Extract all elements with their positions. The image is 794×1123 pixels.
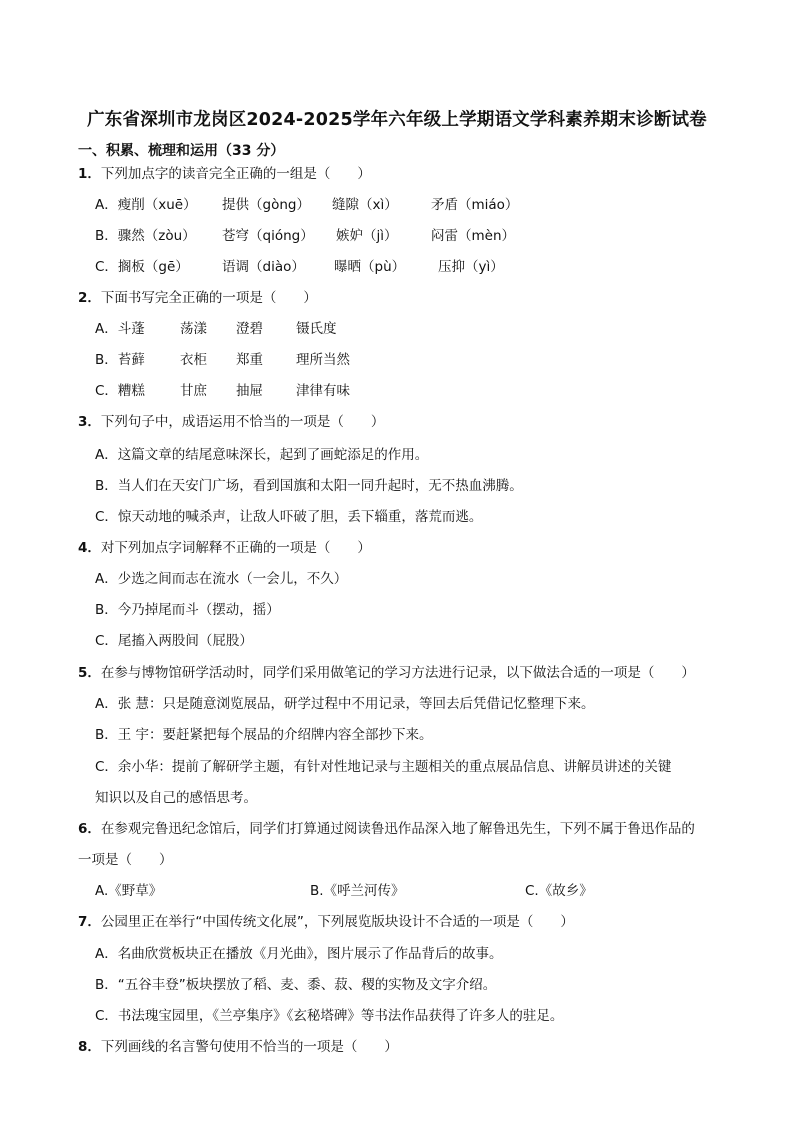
question-6 (78, 820, 695, 838)
option-item: 缝隙（xì） (332, 197, 398, 213)
option-b: B．“五谷丰登”板块摆放了稻、麦、黍、菽、稷的实物及文字介绍。 (95, 977, 497, 993)
question-stem: 公园里正在举行“中国传统文化展”，下列展览版块设计不合适的一项是（ ） (100, 914, 574, 930)
option-item: B．骤然（zòu） (95, 228, 196, 244)
option-item: 矛盾（miáo） (431, 197, 519, 213)
option-item: B.《呼兰河传》 (310, 883, 405, 899)
question-number: 6． (78, 821, 101, 837)
option-c: C．尾搐入两股间（屁股） (95, 633, 253, 649)
question-stem: 在参与博物馆研学活动时，同学们采用做笔记的学习方法进行记录，以下做法合适的一项是（ ） (100, 665, 695, 681)
option-item: 闷雷（mèn） (431, 228, 516, 244)
question-number: 1． (78, 166, 101, 182)
option-item: 提供（gòng） (222, 197, 310, 213)
question-number: 4． (78, 540, 101, 556)
option-b: B．当人们在天安门广场，看到国旗和太阳一同升起时，无不热血沸腾。 (95, 478, 523, 494)
question-stem: 在参观完鲁迅纪念馆后，同学们打算通过阅读鲁迅作品深入地了解鲁迅先生，下列不属于鲁迅作品的 (100, 821, 695, 837)
option-c-continued: 知识以及自己的感悟思考。 (95, 790, 257, 806)
option-item: 压抑（yì） (438, 259, 504, 275)
option-item: 镊氏度 (296, 321, 337, 337)
option-item: A．斗蓬 (95, 321, 145, 337)
option-a: A．张 慧：只是随意浏览展品，研学过程中不用记录，等回去后凭借记忆整理下来。 (95, 696, 595, 712)
question-2 (78, 289, 317, 307)
question-stem-continued: 一项是（ ） (78, 852, 173, 868)
option-item: A．瘦削（xuē） (95, 197, 197, 213)
question-8 (78, 1038, 398, 1056)
option-b: B．今乃掉尾而斗（摆动，摇） (95, 602, 280, 618)
question-4 (78, 539, 371, 557)
question-stem: 下列句子中，成语运用不恰当的一项是（ ） (100, 414, 385, 430)
question-3 (78, 413, 384, 431)
option-c: C．惊天动地的喊杀声，让敌人吓破了胆，丢下辎重，落荒而逃。 (95, 509, 483, 525)
option-item: C．搁板（gē） (95, 259, 189, 275)
question-7 (78, 913, 574, 931)
option-item: 甘庶 (180, 383, 207, 399)
option-item: 苍穹（qióng） (222, 228, 314, 244)
section-heading: 一、积累、梳理和运用（33 分） (78, 143, 285, 159)
option-c: C．书法瑰宝园里，《兰亭集序》《玄秘塔碑》等书法作品获得了许多人的驻足。 (95, 1008, 564, 1024)
option-item: 郑重 (236, 352, 263, 368)
question-number: 8． (78, 1039, 101, 1055)
question-1 (78, 165, 371, 183)
option-item: C.《故乡》 (525, 883, 593, 899)
option-item: 理所当然 (296, 352, 350, 368)
option-item: 衣柜 (180, 352, 207, 368)
question-5 (78, 664, 695, 682)
question-stem: 下面书写完全正确的一项是（ ） (100, 290, 317, 306)
question-stem: 对下列加点字词解释不正确的一项是（ ） (100, 540, 371, 556)
option-item: 语调（diào） (222, 259, 305, 275)
option-item: A.《野草》 (95, 883, 163, 899)
option-item: 澄碧 (236, 321, 263, 337)
option-a: A．少选之间而志在流水（一会儿，不久） (95, 571, 348, 587)
page-title: 广东省深圳市龙岗区2024-2025学年六年级上学期语文学科素养期末诊断试卷 (87, 110, 707, 130)
option-a: A．名曲欣赏板块正在播放《月光曲》，图片展示了作品背后的故事。 (95, 946, 503, 962)
question-number: 7． (78, 914, 101, 930)
option-item: 曝晒（pù） (334, 259, 406, 275)
option-item: 抽屉 (236, 383, 263, 399)
option-item: 嫉妒（jì） (336, 228, 398, 244)
question-number: 3． (78, 414, 101, 430)
question-number: 2． (78, 290, 101, 306)
option-item: B．苔藓 (95, 352, 145, 368)
option-item: 荡漾 (180, 321, 207, 337)
option-item: C．糟糕 (95, 383, 145, 399)
option-b: B．王 宇：要赶紧把每个展品的介绍牌内容全部抄下来。 (95, 727, 433, 743)
question-stem: 下列加点字的读音完全正确的一组是（ ） (100, 166, 371, 182)
option-a: A．这篇文章的结尾意味深长，起到了画蛇添足的作用。 (95, 447, 429, 463)
option-c: C．余小华：提前了解研学主题，有针对性地记录与主题相关的重点展品信息、讲解员讲述的关键 (95, 759, 672, 775)
question-stem: 下列画线的名言警句使用不恰当的一项是（ ） (100, 1039, 398, 1055)
option-item: 津律有味 (296, 383, 350, 399)
question-number: 5． (78, 665, 101, 681)
